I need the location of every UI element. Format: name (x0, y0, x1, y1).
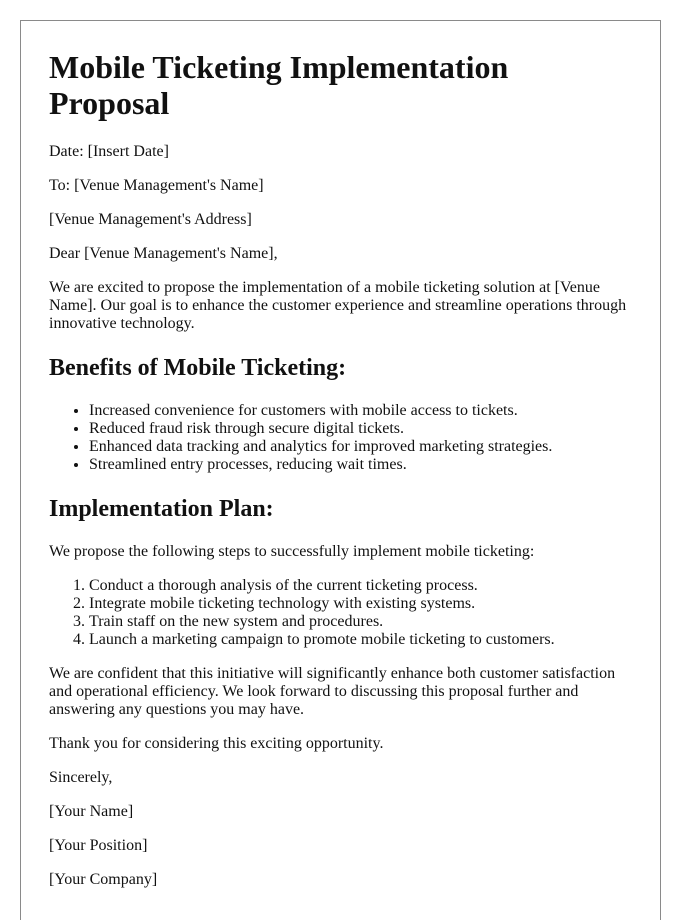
sender-company: [Your Company] (49, 871, 158, 888)
plan-heading: Implementation Plan: (49, 496, 274, 522)
list-item: • Streamlined entry processes, reducing wait times. (89, 456, 632, 474)
closing-paragraph: We are confident that this initiative will significantly enhance both customer satisfaction and operational efficiency. We look forward to discussing this proposal further and answering any questions you may have. (49, 665, 616, 718)
recipient-address: [Venue Management's Address] (49, 211, 252, 228)
list-item: • Increased convenience for customers with mobile access to tickets. (89, 402, 632, 420)
list-item: • Enhanced data tracking and analytics for improved marketing strategies. (89, 438, 632, 456)
sender-name: [Your Name] (49, 803, 134, 820)
plan-steps-list (49, 577, 632, 649)
list-item: 2. Integrate mobile ticketing technology with existing systems. (89, 595, 632, 613)
benefits-list (49, 402, 632, 474)
sender-position: [Your Position] (49, 837, 148, 854)
signoff: Sincerely, (49, 769, 113, 786)
salutation: Dear [Venue Management's Name], (49, 245, 278, 262)
recipient-line: To: [Venue Management's Name] (49, 177, 264, 194)
list-item: 3. Train staff on the new system and procedures. (89, 613, 632, 631)
benefits-heading: Benefits of Mobile Ticketing: (49, 355, 347, 381)
list-item: 4. Launch a marketing campaign to promote mobile ticketing to customers. (89, 631, 632, 649)
list-item: • Reduced fraud risk through secure digital tickets. (89, 420, 632, 438)
date-line: Date: [Insert Date] (49, 143, 169, 160)
list-item: 1. Conduct a thorough analysis of the current ticketing process. (89, 577, 632, 595)
thanks-line: Thank you for considering this exciting opportunity. (49, 735, 384, 752)
intro-paragraph: We are excited to propose the implementation of a mobile ticketing solution at [Venue Name]. Our goal is to enhance the customer experience and streamline operations through innovative technology. (49, 279, 627, 332)
plan-intro: We propose the following steps to successfully implement mobile ticketing: (49, 543, 535, 560)
letter-page (20, 20, 661, 920)
letter-title: Mobile Ticketing Implementation Proposal (49, 49, 509, 121)
